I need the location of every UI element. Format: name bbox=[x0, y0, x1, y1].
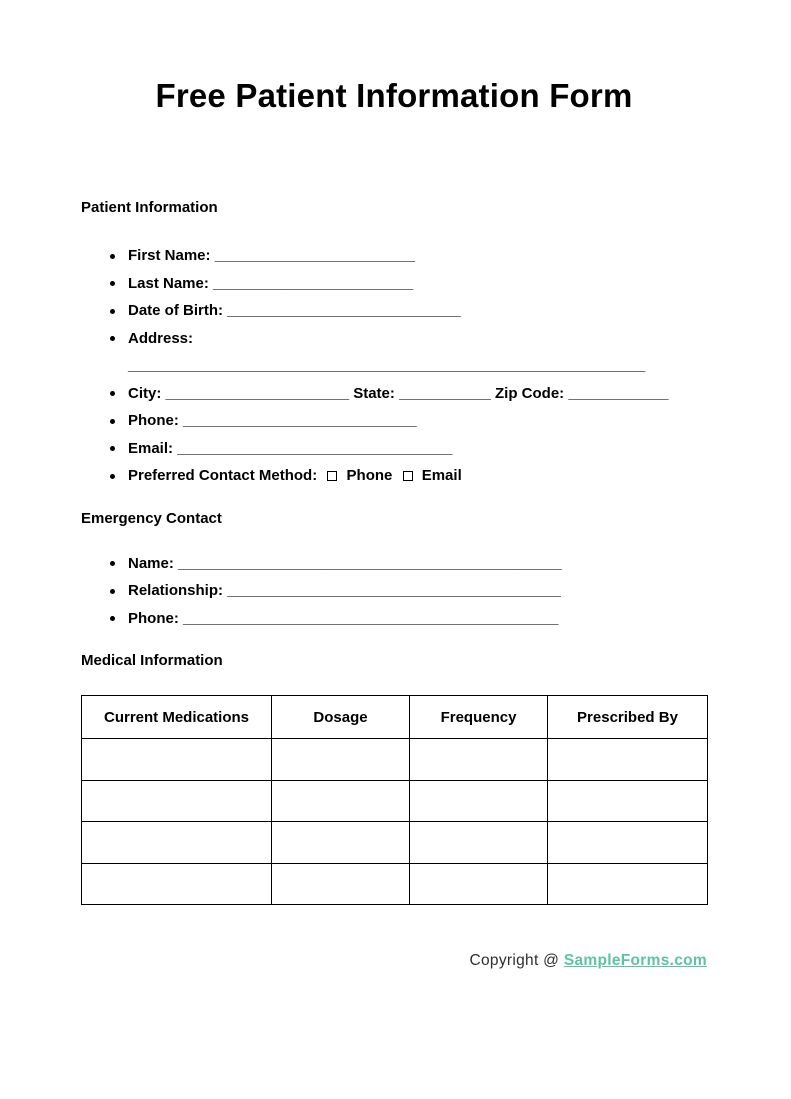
header-current-medications: Current Medications bbox=[82, 696, 272, 739]
last-name-label: Last Name: bbox=[128, 274, 209, 292]
field-address bbox=[81, 325, 707, 380]
field-city-state-zip bbox=[81, 380, 707, 408]
field-emergency-phone bbox=[81, 605, 707, 633]
table-cell-frequency[interactable] bbox=[410, 822, 548, 864]
preferred-contact-method-label: Preferred Contact Method: bbox=[128, 467, 318, 484]
field-preferred-contact-method bbox=[81, 462, 707, 490]
header-prescribed-by: Prescribed By bbox=[548, 696, 708, 739]
table-cell-dosage[interactable] bbox=[272, 780, 410, 822]
table-cell-frequency[interactable] bbox=[410, 739, 548, 781]
phone-checkbox-icon[interactable] bbox=[327, 471, 337, 481]
header-dosage: Dosage bbox=[272, 696, 410, 739]
zip-code-blank[interactable]: ____________ bbox=[568, 384, 669, 402]
table-cell-frequency[interactable] bbox=[410, 863, 548, 905]
emergency-phone-blank[interactable]: _____________________________________________ bbox=[183, 609, 559, 627]
table-row bbox=[82, 822, 708, 864]
table-cell-frequency[interactable] bbox=[410, 780, 548, 822]
header-frequency: Frequency bbox=[410, 696, 548, 739]
field-email bbox=[81, 435, 707, 463]
section-heading-emergency-contact: Emergency Contact bbox=[81, 509, 222, 527]
field-date-of-birth bbox=[81, 297, 707, 325]
emergency-name-label: Name: bbox=[128, 554, 174, 572]
field-emergency-name bbox=[81, 550, 707, 578]
emergency-fields-list bbox=[81, 550, 707, 633]
table-cell-prescribed-by[interactable] bbox=[548, 780, 708, 822]
table-cell-dosage[interactable] bbox=[272, 739, 410, 781]
city-blank[interactable]: ______________________ bbox=[165, 384, 350, 402]
preferred-option-email-label: Email bbox=[421, 467, 462, 484]
city-label: City: bbox=[128, 384, 162, 402]
email-label: Email: bbox=[128, 439, 174, 457]
state-blank[interactable]: ___________ bbox=[399, 384, 491, 402]
sampleforms-link[interactable]: SampleForms.com bbox=[563, 952, 707, 969]
field-last-name bbox=[81, 270, 707, 298]
copyright-text: Copyright @ bbox=[469, 952, 560, 969]
emergency-name-blank[interactable]: ______________________________________________ bbox=[178, 554, 562, 572]
document-page bbox=[0, 77, 791, 1099]
table-cell-medication[interactable] bbox=[82, 822, 272, 864]
phone-label: Phone: bbox=[128, 412, 179, 429]
first-name-blank[interactable]: ________________________ bbox=[214, 247, 415, 264]
address-blank[interactable]: ______________________________________________________________ bbox=[128, 357, 646, 374]
address-label: Address: bbox=[128, 329, 194, 347]
table-cell-dosage[interactable] bbox=[272, 822, 410, 864]
table-row bbox=[82, 739, 708, 781]
zip-code-label: Zip Code: bbox=[495, 384, 565, 402]
preferred-option-phone-label: Phone bbox=[346, 467, 393, 484]
patient-fields-list bbox=[81, 242, 707, 490]
emergency-phone-label: Phone: bbox=[128, 609, 179, 627]
field-first-name bbox=[81, 242, 707, 270]
field-emergency-relationship bbox=[81, 577, 707, 605]
email-blank[interactable]: _________________________________ bbox=[177, 439, 453, 457]
emergency-relationship-label: Relationship: bbox=[128, 582, 224, 599]
date-of-birth-label: Date of Birth: bbox=[128, 302, 223, 319]
last-name-blank[interactable]: ________________________ bbox=[213, 274, 414, 292]
section-heading-medical-information: Medical Information bbox=[81, 652, 223, 669]
section-heading-patient-information: Patient Information bbox=[81, 199, 218, 216]
table-cell-dosage[interactable] bbox=[272, 863, 410, 905]
table-cell-medication[interactable] bbox=[82, 863, 272, 905]
table-row bbox=[82, 780, 708, 822]
page-title: Free Patient Information Form bbox=[155, 77, 633, 114]
medications-table-header-row bbox=[82, 696, 708, 739]
table-cell-prescribed-by[interactable] bbox=[548, 863, 708, 905]
emergency-relationship-blank[interactable]: ________________________________________ bbox=[227, 582, 561, 599]
field-phone bbox=[81, 407, 707, 435]
medications-table bbox=[81, 695, 708, 905]
table-cell-prescribed-by[interactable] bbox=[548, 822, 708, 864]
table-cell-prescribed-by[interactable] bbox=[548, 739, 708, 781]
footer bbox=[81, 951, 707, 971]
table-cell-medication[interactable] bbox=[82, 780, 272, 822]
phone-blank[interactable]: ____________________________ bbox=[183, 412, 417, 429]
date-of-birth-blank[interactable]: ____________________________ bbox=[227, 302, 461, 319]
email-checkbox-icon[interactable] bbox=[403, 471, 413, 481]
table-row bbox=[82, 863, 708, 905]
state-label: State: bbox=[353, 384, 395, 402]
table-cell-medication[interactable] bbox=[82, 739, 272, 781]
first-name-label: First Name: bbox=[128, 247, 211, 264]
